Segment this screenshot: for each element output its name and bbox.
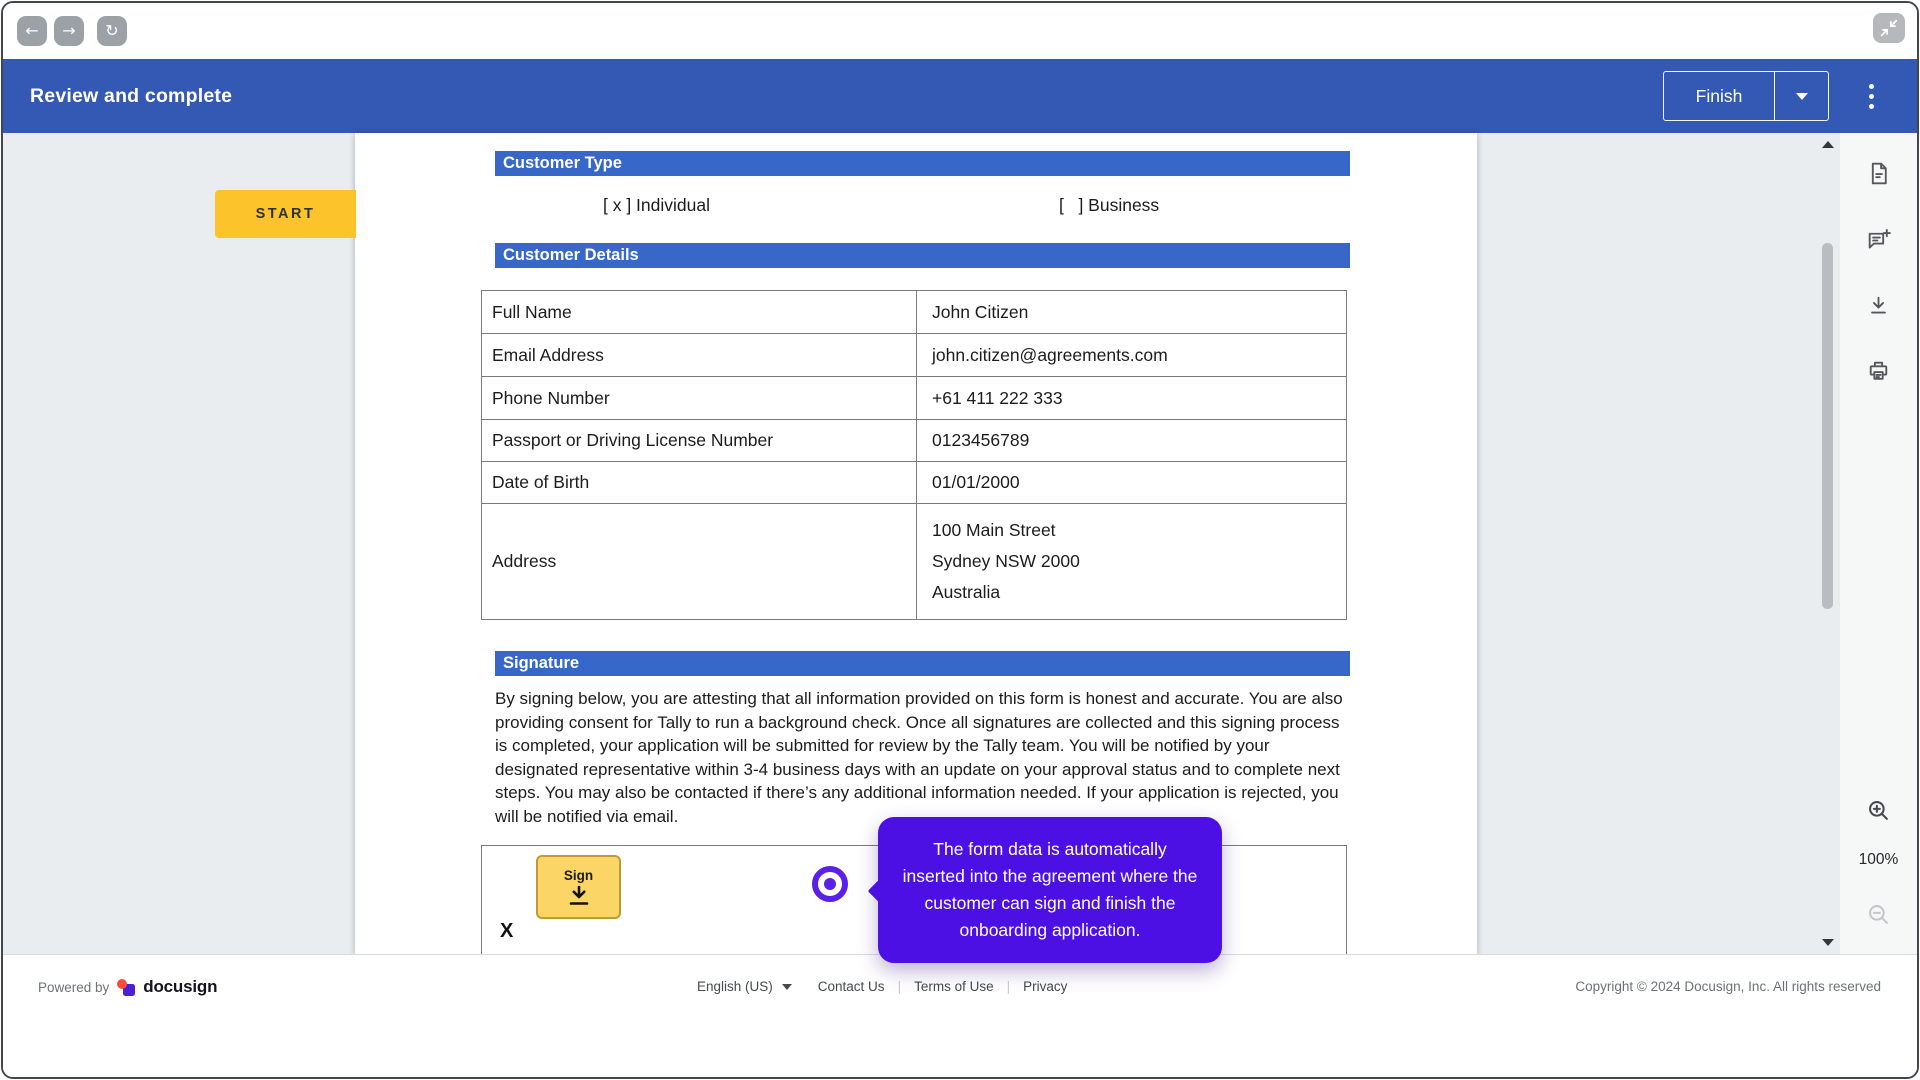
address-line: 100 Main Street <box>932 520 1056 540</box>
table-row <box>482 461 1346 503</box>
row-label: Email Address <box>482 334 917 376</box>
row-value <box>917 504 1346 619</box>
copyright-text: Copyright © 2024 Docusign, Inc. All rights reserved <box>1575 979 1881 994</box>
zoom-out-button[interactable] <box>1859 895 1899 935</box>
refresh-icon: ↻ <box>105 21 119 40</box>
language-selector[interactable] <box>697 979 792 994</box>
powered-by-label: Powered by <box>38 979 110 995</box>
scrollbar-up-arrow[interactable] <box>1822 141 1834 148</box>
row-label: Full Name <box>482 291 917 333</box>
row-value: john.citizen@agreements.com <box>932 344 1168 365</box>
row-label: Passport or Driving License Number <box>482 420 917 461</box>
finish-dropdown-button[interactable] <box>1774 72 1828 120</box>
document-area <box>3 133 1917 954</box>
signature-disclaimer-text: By signing below, you are attesting that all information provided on this form is honest and accurate. You are also providing consent for Tally to run a background check. Once all signatures are collected and this signing process is completed, your application will be submitted for review by the Tally team. You will be notified by your designated representative within 3-4 business days with an update on your approval status and to complete next steps. You may also be contacted if there’s any additional information needed. If your application is rejected, you will be notified via email. <box>495 689 1343 826</box>
collapse-icon <box>1878 17 1900 39</box>
task-header <box>3 59 1917 133</box>
start-tab-button[interactable]: START <box>215 190 356 238</box>
row-value: +61 411 222 333 <box>932 387 1063 408</box>
finish-split-button <box>1663 71 1829 121</box>
download-button[interactable] <box>1859 286 1899 326</box>
address-line: Australia <box>932 582 1001 602</box>
docusign-wordmark: docusign <box>143 977 218 996</box>
comment-add-icon <box>1865 227 1892 254</box>
row-label: Address <box>482 504 917 619</box>
side-toolbar <box>1840 133 1917 954</box>
download-icon <box>1865 293 1892 320</box>
chevron-down-icon <box>1796 93 1808 100</box>
sign-button-label: Sign <box>563 867 594 883</box>
arrow-right-icon: → <box>62 21 76 40</box>
page-title: Review and complete <box>30 84 233 107</box>
table-row-address <box>482 503 1346 619</box>
back-button[interactable] <box>17 16 47 46</box>
checkbox-individual: [ x ] Individual <box>603 195 710 215</box>
tooltip-target-dot <box>824 878 836 890</box>
row-label: Date of Birth <box>482 462 917 503</box>
finish-button[interactable]: Finish <box>1664 72 1774 120</box>
row-value: 0123456789 <box>932 430 1030 450</box>
customer-type-options <box>355 195 1477 221</box>
arrow-left-icon: ← <box>25 21 39 40</box>
more-options-button[interactable] <box>1865 84 1877 109</box>
table-row <box>482 376 1346 419</box>
footer <box>3 954 1917 1077</box>
row-label: Phone Number <box>482 377 917 419</box>
signing-window <box>1 1 1919 1079</box>
refresh-button[interactable] <box>97 16 127 46</box>
pages-panel-button[interactable] <box>1859 153 1899 193</box>
zoom-level-label: 100% <box>1858 851 1899 868</box>
tooltip-text: The form data is automatically inserted into the agreement where the customer can sign and finish the onboarding application. <box>902 839 1198 940</box>
collapse-window-button[interactable] <box>1873 13 1905 43</box>
browser-topbar <box>3 3 1917 59</box>
customer-details-table <box>481 290 1347 620</box>
guide-tooltip <box>878 817 1222 963</box>
footer-separator: | <box>897 979 902 994</box>
zoom-in-icon <box>1865 797 1893 825</box>
row-value: John Citizen <box>932 301 1029 322</box>
footer-links <box>697 979 1067 994</box>
forward-button[interactable] <box>54 16 84 46</box>
document-scrollbar <box>1821 133 1835 954</box>
table-row <box>482 291 1346 333</box>
sign-here-button[interactable] <box>536 855 621 919</box>
nav-buttons <box>17 16 127 46</box>
footer-separator: | <box>1006 979 1011 994</box>
scrollbar-thumb[interactable] <box>1822 243 1833 609</box>
language-label: English (US) <box>697 979 773 994</box>
chevron-down-icon <box>782 984 792 990</box>
sign-arrow-icon <box>567 885 591 907</box>
print-button[interactable] <box>1859 351 1899 391</box>
scrollbar-down-arrow[interactable] <box>1822 939 1834 946</box>
table-row <box>482 419 1346 461</box>
section-signature: Signature <box>495 651 1350 676</box>
powered-by-group <box>38 977 217 997</box>
comments-button[interactable] <box>1859 220 1899 260</box>
signature-x-mark: X <box>500 920 514 942</box>
table-row <box>482 333 1346 376</box>
document-pages-icon <box>1865 160 1892 187</box>
print-icon <box>1865 358 1892 385</box>
address-line: Sydney NSW 2000 <box>932 551 1080 571</box>
zoom-in-button[interactable] <box>1859 791 1899 831</box>
checkbox-business: [ ] Business <box>1059 195 1160 215</box>
terms-of-use-link[interactable]: Terms of Use <box>914 979 994 994</box>
docusign-logo-icon <box>117 978 135 996</box>
row-value: 01/01/2000 <box>932 472 1020 492</box>
privacy-link[interactable]: Privacy <box>1023 979 1068 994</box>
contact-us-link[interactable]: Contact Us <box>817 979 885 994</box>
section-customer-type: Customer Type <box>495 151 1350 176</box>
section-customer-details: Customer Details <box>495 243 1350 268</box>
zoom-out-icon <box>1865 901 1893 929</box>
tooltip-target-ring <box>812 866 848 902</box>
